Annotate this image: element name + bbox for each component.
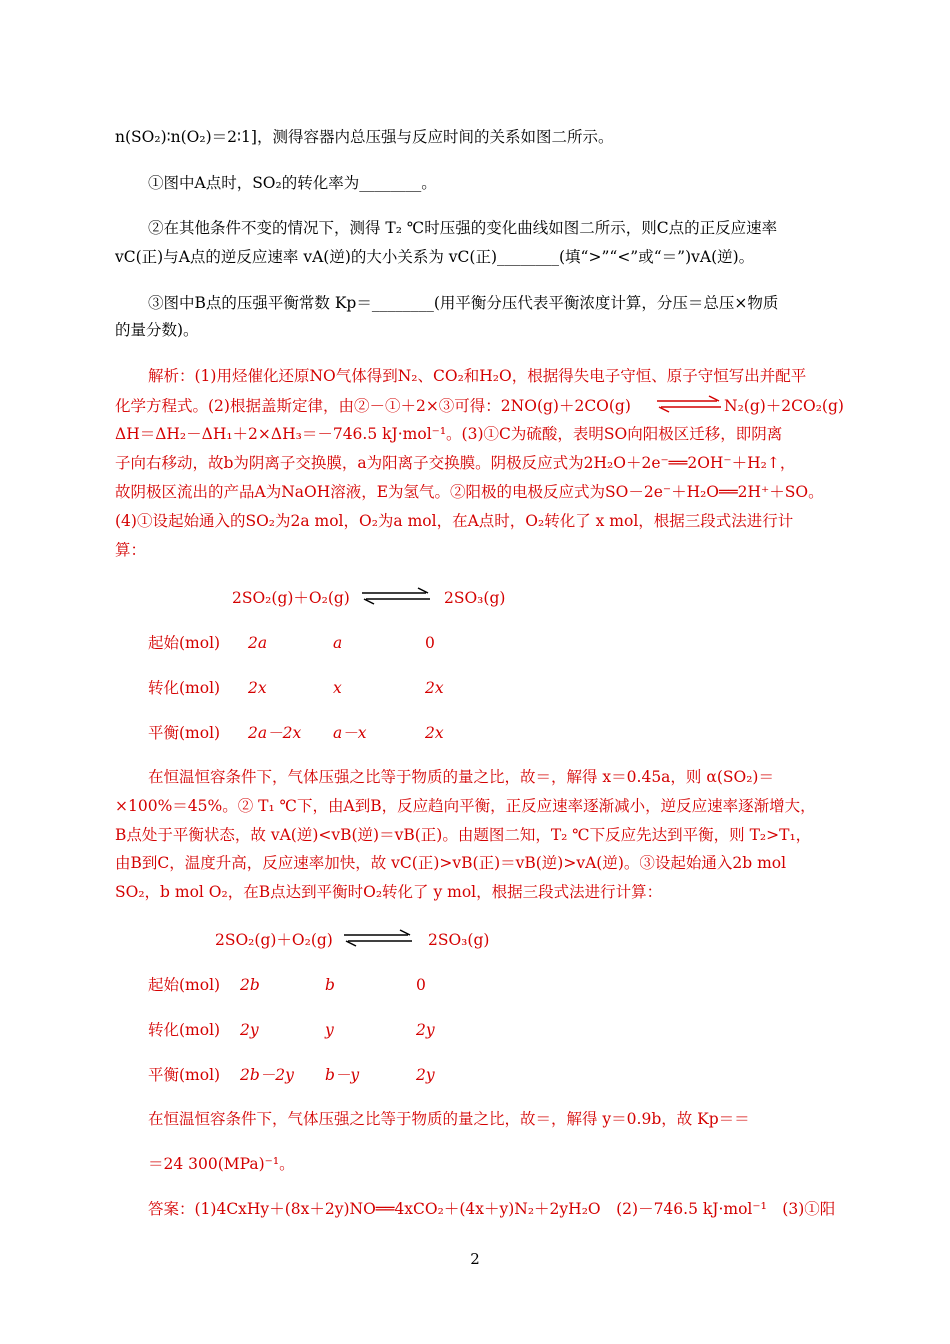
table2-cell: 2y (416, 1066, 435, 1084)
table1-cell: 2x (425, 679, 444, 697)
question-line-4: vC(正)与A点的逆反应速率 vA(逆)的大小关系为 vC(正)________(填“>”“<”或“＝”)vA(逆)。 (115, 248, 755, 266)
analysis-line-4: 子向右移动，故b为阴离子交换膜，a为阳离子交换膜。阴极反应式为2H₂O＋2e⁻══2OH⁻＋H₂↑， (115, 454, 796, 472)
table2-row-label: 平衡(mol) (148, 1066, 221, 1084)
question-line-3: ②在其他条件不变的情况下，测得 T₂ ℃时压强的变化曲线如图二所示，则C点的正反应速率 (148, 219, 778, 237)
tail-line-2: ＝24 300(MPa)⁻¹。 (148, 1155, 295, 1173)
middle-line-5: SO₂，b mol O₂，在B点达到平衡时O₂转化了 y mol，根据三段式法进行计算： (115, 883, 663, 901)
table1-cell: 2x (248, 679, 267, 697)
table2-cell: 0 (416, 976, 426, 994)
table2-row-label: 转化(mol) (148, 1021, 221, 1039)
table2-cell: 2y (240, 1021, 259, 1039)
analysis-line-7: 算： (115, 541, 147, 559)
analysis-line-3: ΔH＝ΔH₂－ΔH₁＋2×ΔH₃＝－746.5 kJ·mol⁻¹。(3)①C为硫酸，表明SO向阳极区迁移，即阴离 (115, 425, 783, 443)
page-number: 2 (470, 1250, 480, 1268)
equation-2-left: 2SO₂(g)＋O₂(g) (215, 931, 333, 949)
table1-row-label: 平衡(mol) (148, 724, 221, 742)
question-line-1: n(SO₂)∶n(O₂)＝2∶1]，测得容器内总压强与反应时间的关系如图二所示。 (115, 128, 614, 146)
middle-line-3: B点处于平衡状态，故 vA(逆)<vB(逆)＝vB(正)。由题图二知，T₂ ℃下反应先达到平衡，则 T₂>T₁， (115, 826, 812, 844)
question-line-6: 的量分数)。 (115, 321, 199, 339)
question-line-5: ③图中B点的压强平衡常数 Kp＝________(用平衡分压代表平衡浓度计算，分压＝总压×物质 (148, 294, 779, 312)
middle-line-1: 在恒温恒容条件下，气体压强之比等于物质的量之比，故＝，解得 x＝0.45a，则 α(SO₂)＝ (148, 768, 774, 786)
table2-cell: b (325, 976, 335, 994)
analysis-line-5: 故阴极区流出的产品A为NaOH溶液，E为氢气。②阳极的电极反应式为SO－2e⁻＋H₂O══2H⁺＋SO。 (115, 483, 824, 501)
table1-cell: 0 (425, 634, 435, 652)
middle-line-2: ×100%＝45%。② T₁ ℃下，由A到B，反应趋向平衡，正反应速率逐渐减小，逆反应速率逐渐增大， (115, 797, 816, 815)
answer-line: 答案：(1)4CxHy＋(8x＋2y)NO══4xCO₂＋(4x＋y)N₂＋2yH₂O (2)－746.5 kJ·mol⁻¹ (3)①阳 (148, 1200, 836, 1218)
table2-cell: 2b (240, 976, 260, 994)
table2-cell: 2y (416, 1021, 435, 1039)
tail-line-1: 在恒温恒容条件下，气体压强之比等于物质的量之比，故＝，解得 y＝0.9b，故 Kp＝＝ (148, 1110, 750, 1128)
table2-row-label: 起始(mol) (148, 976, 221, 994)
table1-row-label: 转化(mol) (148, 679, 221, 697)
table2-cell: 2b－2y (240, 1066, 294, 1084)
table1-cell: a－x (333, 724, 367, 742)
table1-cell: 2a (248, 634, 268, 652)
equation-1-right: 2SO₃(g) (444, 589, 506, 607)
analysis-line-2b: N₂(g)＋2CO₂(g) (724, 397, 844, 415)
equation-1-left: 2SO₂(g)＋O₂(g) (232, 589, 350, 607)
table2-cell: y (325, 1021, 334, 1039)
equilibrium-arrow-icon (342, 929, 414, 947)
analysis-line-2: 化学方程式。(2)根据盖斯定律，由②－①＋2×③可得：2NO(g)＋2CO(g) (115, 397, 631, 415)
table2-cell: b－y (325, 1066, 360, 1084)
analysis-line-1: 解析：(1)用烃催化还原NO气体得到N₂、CO₂和H₂O，根据得失电子守恒、原子守恒写出并配平 (148, 367, 807, 385)
table1-cell: 2a－2x (248, 724, 302, 742)
table1-cell: 2x (425, 724, 444, 742)
equilibrium-arrow-icon (655, 395, 723, 413)
table1-cell: a (333, 634, 343, 652)
equation-2-right: 2SO₃(g) (428, 931, 490, 949)
table1-row-label: 起始(mol) (148, 634, 221, 652)
question-line-2: ①图中A点时，SO₂的转化率为________。 (148, 174, 437, 192)
table1-cell: x (333, 679, 342, 697)
equilibrium-arrow-icon (360, 587, 432, 605)
analysis-line-6: (4)①设起始通入的SO₂为2a mol，O₂为a mol，在A点时，O₂转化了 x mol，根据三段式法进行计 (115, 512, 794, 530)
middle-line-4: 由B到C，温度升高，反应速率加快，故 vC(正)>vB(正)＝vB(逆)>vA(逆)。③设起始通入2b mol (115, 854, 787, 872)
